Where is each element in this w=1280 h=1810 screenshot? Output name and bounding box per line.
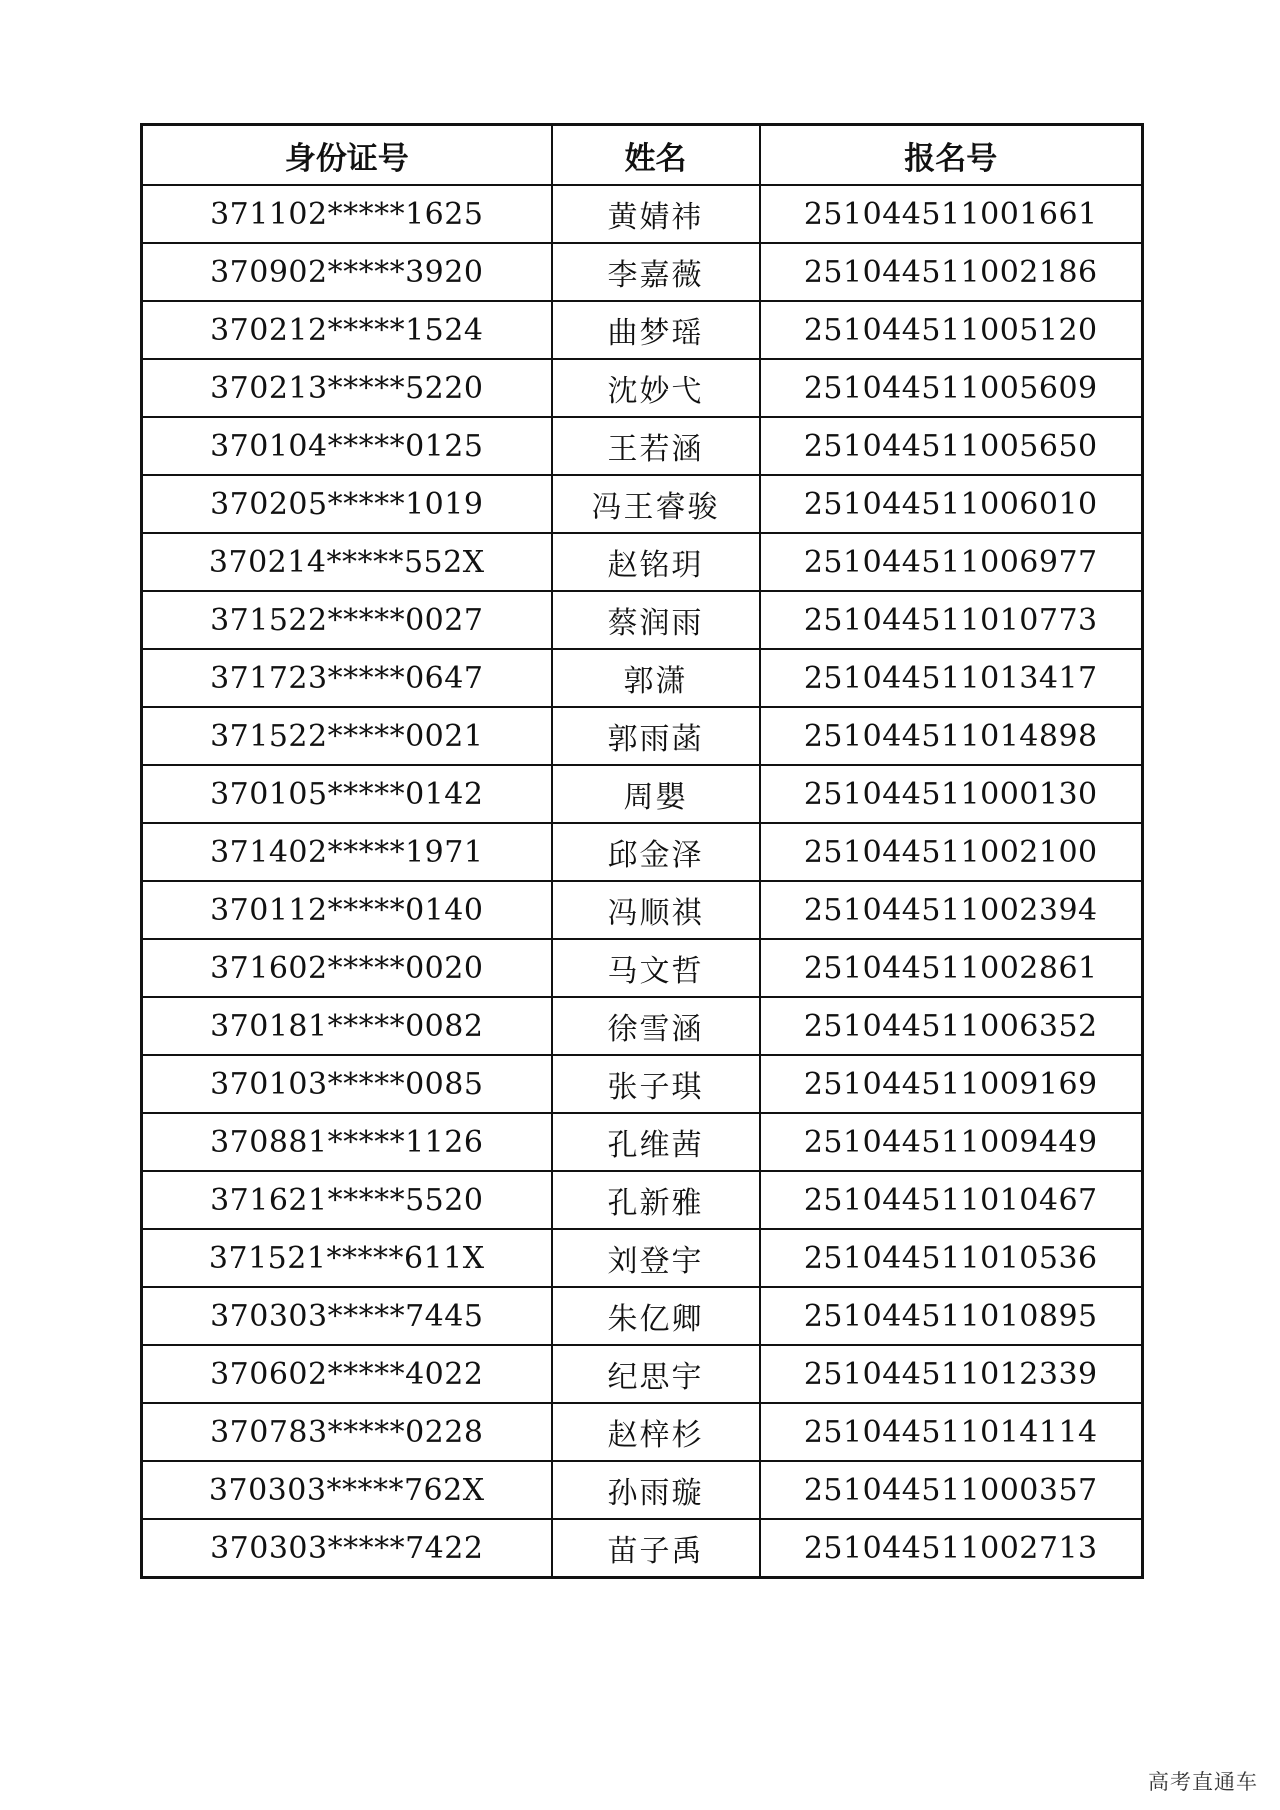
table-row — [142, 997, 1143, 1055]
cell-id-number: 370181*****0082 — [142, 997, 552, 1055]
cell-registration-number: 251044511005120 — [760, 301, 1143, 359]
table-header — [142, 125, 1143, 186]
cell-id-number: 371621*****5520 — [142, 1171, 552, 1229]
cell-name: 冯王睿骏 — [552, 475, 760, 533]
cell-registration-number: 251044511002713 — [760, 1519, 1143, 1578]
cell-name: 纪思宇 — [552, 1345, 760, 1403]
table-row — [142, 359, 1143, 417]
cell-id-number: 371602*****0020 — [142, 939, 552, 997]
cell-name: 沈妙弋 — [552, 359, 760, 417]
cell-name: 朱亿卿 — [552, 1287, 760, 1345]
cell-registration-number: 251044511006010 — [760, 475, 1143, 533]
table-body — [142, 185, 1143, 1578]
table-row — [142, 301, 1143, 359]
cell-registration-number: 251044511002100 — [760, 823, 1143, 881]
cell-id-number: 371723*****0647 — [142, 649, 552, 707]
cell-name: 孙雨璇 — [552, 1461, 760, 1519]
cell-id-number: 370205*****1019 — [142, 475, 552, 533]
cell-name: 孔维茜 — [552, 1113, 760, 1171]
cell-registration-number: 251044511010773 — [760, 591, 1143, 649]
cell-id-number: 370213*****5220 — [142, 359, 552, 417]
cell-id-number: 370303*****762X — [142, 1461, 552, 1519]
cell-registration-number: 251044511009169 — [760, 1055, 1143, 1113]
cell-id-number: 370303*****7422 — [142, 1519, 552, 1578]
cell-registration-number: 251044511002186 — [760, 243, 1143, 301]
cell-name: 曲梦瑶 — [552, 301, 760, 359]
cell-registration-number: 251044511006977 — [760, 533, 1143, 591]
header-name: 姓名 — [552, 125, 760, 186]
cell-registration-number: 251044511012339 — [760, 1345, 1143, 1403]
cell-registration-number: 251044511014898 — [760, 707, 1143, 765]
cell-id-number: 370902*****3920 — [142, 243, 552, 301]
cell-id-number: 370214*****552X — [142, 533, 552, 591]
cell-registration-number: 251044511000130 — [760, 765, 1143, 823]
table-row — [142, 1345, 1143, 1403]
header-registration-number: 报名号 — [760, 125, 1143, 186]
table-row — [142, 185, 1143, 243]
cell-name: 李嘉薇 — [552, 243, 760, 301]
cell-name: 赵铭玥 — [552, 533, 760, 591]
cell-registration-number: 251044511005609 — [760, 359, 1143, 417]
cell-id-number: 370212*****1524 — [142, 301, 552, 359]
cell-name: 黄婧祎 — [552, 185, 760, 243]
cell-name: 徐雪涵 — [552, 997, 760, 1055]
table-row — [142, 1113, 1143, 1171]
table-row — [142, 707, 1143, 765]
cell-id-number: 370303*****7445 — [142, 1287, 552, 1345]
table-row — [142, 1229, 1143, 1287]
cell-registration-number: 251044511005650 — [760, 417, 1143, 475]
cell-name: 周嬰 — [552, 765, 760, 823]
cell-registration-number: 251044511014114 — [760, 1403, 1143, 1461]
cell-registration-number: 251044511001661 — [760, 185, 1143, 243]
header-row — [142, 125, 1143, 186]
table-row — [142, 1287, 1143, 1345]
cell-id-number: 370104*****0125 — [142, 417, 552, 475]
cell-id-number: 371522*****0021 — [142, 707, 552, 765]
cell-name: 王若涵 — [552, 417, 760, 475]
cell-id-number: 371521*****611X — [142, 1229, 552, 1287]
cell-name: 孔新雅 — [552, 1171, 760, 1229]
header-id-number: 身份证号 — [142, 125, 552, 186]
cell-registration-number: 251044511002861 — [760, 939, 1143, 997]
cell-id-number: 371522*****0027 — [142, 591, 552, 649]
table-row — [142, 1461, 1143, 1519]
table-row — [142, 533, 1143, 591]
cell-name: 马文哲 — [552, 939, 760, 997]
cell-name: 邱金泽 — [552, 823, 760, 881]
cell-registration-number: 251044511010536 — [760, 1229, 1143, 1287]
table-row — [142, 1171, 1143, 1229]
table-row — [142, 1403, 1143, 1461]
cell-registration-number: 251044511010467 — [760, 1171, 1143, 1229]
table-row — [142, 591, 1143, 649]
table-row — [142, 939, 1143, 997]
cell-registration-number: 251044511009449 — [760, 1113, 1143, 1171]
roster-table — [140, 123, 1144, 1579]
cell-name: 张子琪 — [552, 1055, 760, 1113]
table-row — [142, 417, 1143, 475]
cell-id-number: 370112*****0140 — [142, 881, 552, 939]
cell-id-number: 370881*****1126 — [142, 1113, 552, 1171]
cell-registration-number: 251044511002394 — [760, 881, 1143, 939]
cell-registration-number: 251044511006352 — [760, 997, 1143, 1055]
cell-name: 冯顺祺 — [552, 881, 760, 939]
cell-id-number: 371402*****1971 — [142, 823, 552, 881]
table-row — [142, 1519, 1143, 1578]
cell-id-number: 371102*****1625 — [142, 185, 552, 243]
cell-id-number: 370103*****0085 — [142, 1055, 552, 1113]
watermark-text: 高考直通车 — [1148, 1770, 1258, 1794]
cell-registration-number: 251044511000357 — [760, 1461, 1143, 1519]
cell-registration-number: 251044511010895 — [760, 1287, 1143, 1345]
table-row — [142, 649, 1143, 707]
table-row — [142, 1055, 1143, 1113]
cell-name: 刘登宇 — [552, 1229, 760, 1287]
cell-id-number: 370783*****0228 — [142, 1403, 552, 1461]
table-row — [142, 765, 1143, 823]
table-row — [142, 475, 1143, 533]
table-row — [142, 881, 1143, 939]
cell-id-number: 370105*****0142 — [142, 765, 552, 823]
table-row — [142, 243, 1143, 301]
cell-id-number: 370602*****4022 — [142, 1345, 552, 1403]
cell-name: 郭雨菡 — [552, 707, 760, 765]
cell-name: 苗子禹 — [552, 1519, 760, 1578]
cell-name: 赵梓杉 — [552, 1403, 760, 1461]
table-row — [142, 823, 1143, 881]
cell-name: 郭潇 — [552, 649, 760, 707]
cell-registration-number: 251044511013417 — [760, 649, 1143, 707]
cell-name: 蔡润雨 — [552, 591, 760, 649]
